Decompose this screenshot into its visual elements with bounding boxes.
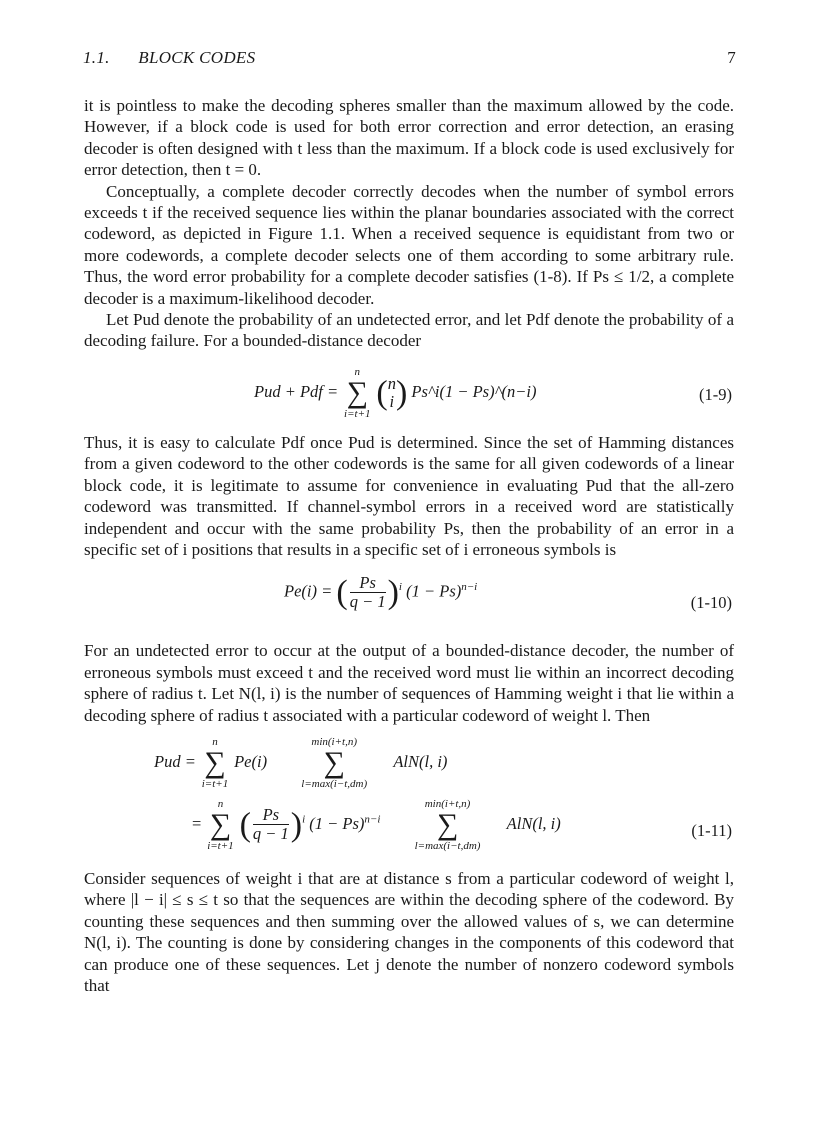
eq10-lhs: Pe(i) =	[284, 581, 333, 601]
eq11-sum-upper: n	[212, 735, 218, 748]
eq9-body: Ps^i(1 − Ps)^(n−i)	[411, 381, 537, 401]
eq11-inner2-lower: l=max(i−t,dm)	[414, 839, 481, 852]
eq11-term1: Pe(i)	[234, 751, 268, 771]
eq10-frac-num: Ps	[350, 574, 386, 593]
eq11-inner-sum: min(i+t,n) ∑ l=max(i−t,dm)	[279, 736, 389, 790]
eq11-sum2-lower: i=t+1	[207, 839, 234, 852]
eq9-label: (1-9)	[699, 384, 732, 404]
eq10-exp: i	[398, 581, 402, 594]
eq9-sum-lower: i=t+1	[344, 407, 371, 420]
eq11-frac-num: Ps	[253, 806, 289, 825]
page-body	[84, 95, 734, 996]
eq10-tail-exp: n−i	[461, 581, 478, 594]
eq11-outer-sum: n ∑ i=t+1	[201, 735, 229, 790]
eq9-binom-k: i	[389, 391, 395, 411]
eq11-frac-den: q − 1	[252, 824, 289, 844]
page-number: 7	[727, 48, 736, 67]
eq11-tail: (1 − Ps)	[309, 813, 365, 833]
paragraph-5: For an undetected error to occur at the output of a bounded-distance decoder, the number of erroneous symbols must exceed t and the received word must lie within an incorrect decoding sphere of radius t. Let N(l, i) is the number of sequences of Hamming weight i that lie within a decoding sphere of radius t associated with a particular codeword of weight l. Then	[84, 641, 734, 725]
section-number: 1.1.	[83, 48, 110, 67]
eq9-sum-upper: n	[354, 365, 361, 378]
eq11-inner2-upper: min(i+t,n)	[424, 797, 471, 810]
eq11-inner-upper: min(i+t,n)	[311, 735, 358, 748]
eq11-lhs: Pud =	[154, 751, 196, 771]
equation-1-10: Pe(i) = ( $\frac{Ps}{q - 1}$ )$^i$ $(1 - Ps)^{n-i}$ (1-10)	[284, 573, 732, 613]
eq10-label: (1-10)	[690, 593, 732, 613]
equation-1-11: Pud = n ∑ i=t+1 Pe(i) min(i+t,n) ∑ l=max(i−t,dm) AlN(l, i) = n ∑ i=t+1 ( $\frac{Ps}{q - 1}$ )$^i$ $(1 - Ps)^{n-i}$ min(i+t,n) ∑ l=max(i−t,dm) AlN(l, i) (1-11)	[154, 735, 732, 852]
eq11-term2-b: AlN(l, i)	[506, 813, 561, 833]
eq11-label: (1-11)	[691, 820, 732, 840]
section-title: BLOCK CODES	[138, 48, 256, 67]
eq11-tail-exp: n−i	[364, 813, 381, 826]
eq9-summation: n ∑ i=t+1	[344, 365, 371, 420]
eq11-term2: AlN(l, i)	[393, 751, 448, 771]
running-header	[83, 48, 736, 68]
eq11-inner-sum-2: min(i+t,n) ∑ l=max(i−t,dm)	[393, 798, 503, 852]
paragraph-6: Consider sequences of weight i that are at distance s from a particular codeword of weight l, where |l − i| ≤ s ≤ t so that the sequences are within the decoding sphere of the codeword. By counting these sequences and then summing over the allowed values of s, we can determine N(l, i). The counting is done by considering changes in the components of this codeword that can produce one of these sequences. Let j denote the number of nonzero codeword symbols that	[84, 868, 734, 995]
eq11-exp: i	[302, 813, 306, 826]
eq11-sum-lower: i=t+1	[201, 777, 229, 790]
eq9-lhs: Pud + Pdf =	[254, 381, 339, 401]
eq11-equals: =	[192, 813, 202, 833]
eq10-frac-den: q − 1	[349, 592, 386, 612]
paragraph-4: Thus, it is easy to calculate Pdf once Pud is determined. Since the set of Hamming distances from a given codeword to the other codewords is the same for all given codewords of a linear block code, it is legitimate to assume for convenience in evaluating Pud that the all-zero codeword was transmitted. If channel-symbol errors in a received word are statistically independent and occur with the same probability Ps, then the probability of an error in a specific set of i positions that results in a specific set of i erroneous symbols is	[84, 432, 734, 559]
paragraph-3: Let Pud denote the probability of an undetected error, and let Pdf denote the probability of a decoding failure. For a bounded-distance decoder	[84, 310, 734, 351]
eq11-outer-sum-2: n ∑ i=t+1	[207, 797, 234, 852]
eq11-sum2-upper: n	[217, 797, 224, 810]
eq10-tail: (1 − Ps)	[406, 581, 462, 601]
paragraph-2: Conceptually, a complete decoder correctly decodes when the number of symbol errors exceeds t if the received sequence lies within the planar boundaries associated with the correct codeword, as depicted in Figure 1.1. When a received sequence is equidistant from two or more codewords, a complete decoder selects one of them according to some arbitrary rule. Thus, the word error probability for a complete decoder satisfies (1-8). If Ps ≤ 1/2, a complete decoder is a maximum-likelihood decoder.	[84, 181, 734, 308]
equation-1-9: Pud + Pdf = n ∑ i=t+1 ( n i ) Ps^i(1 − Ps)^(n−i) (1-9)	[254, 365, 732, 420]
eq11-inner-lower: l=max(i−t,dm)	[301, 777, 368, 790]
eq9-binom-n: n	[387, 373, 396, 393]
paragraph-1: it is pointless to make the decoding spheres smaller than the maximum allowed by the code. However, if a block code is used for both error correction and error detection, an erasing decoder is often designed with t less than the maximum. If a block code is used exclusively for error detection, then t = 0.	[84, 96, 734, 180]
